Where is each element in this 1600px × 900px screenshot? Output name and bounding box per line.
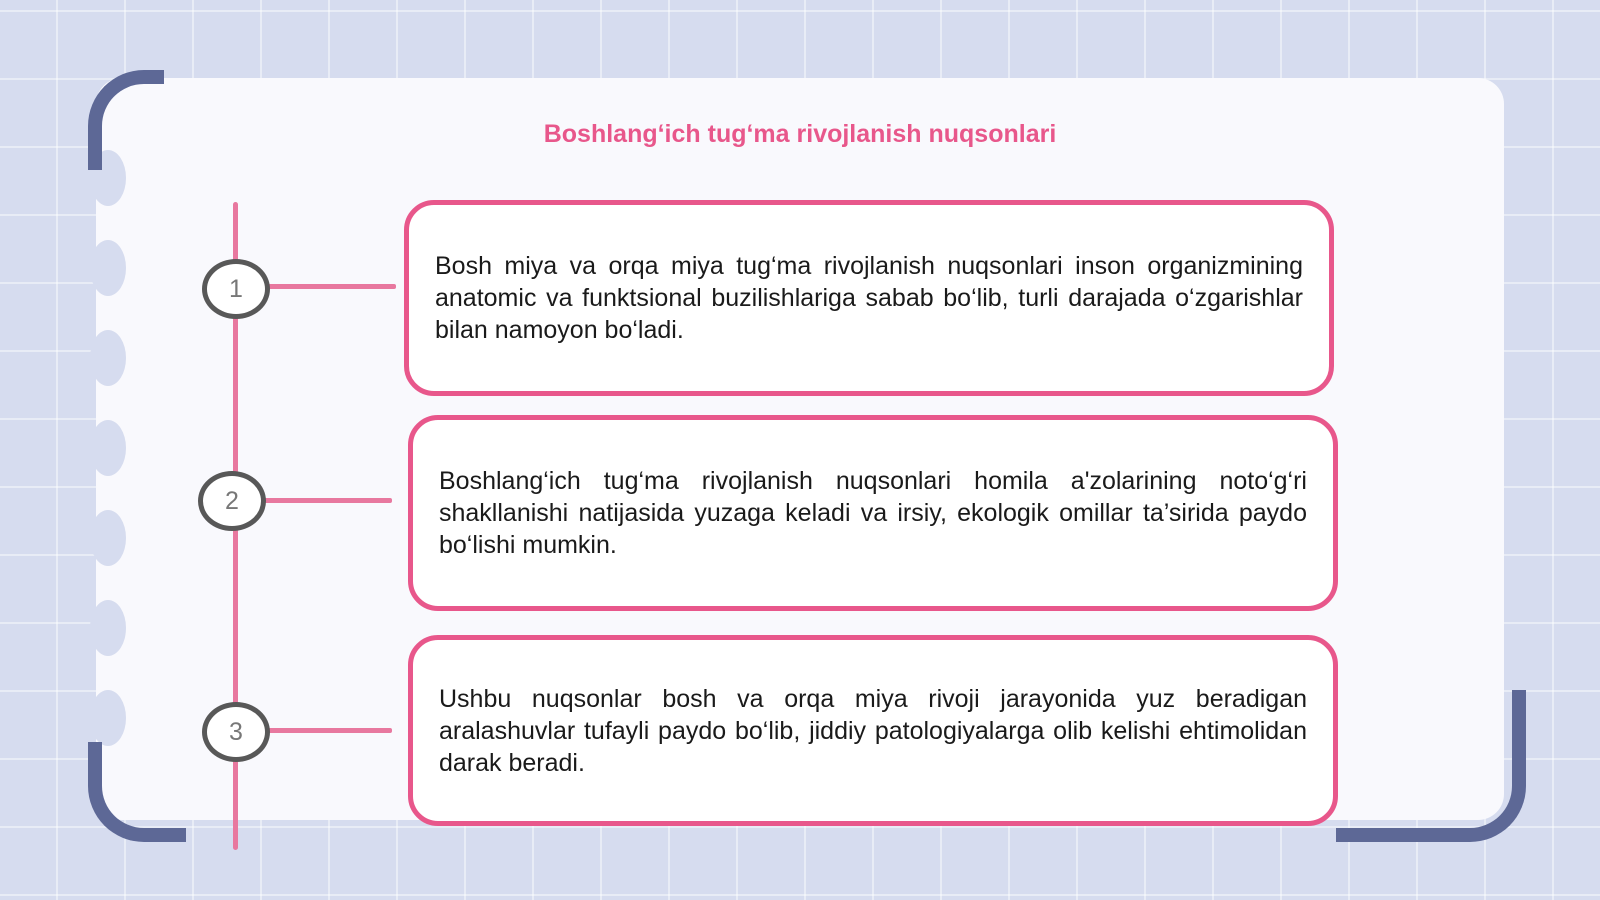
scallop-decoration: [90, 510, 126, 566]
timeline-item-text: Boshlang‘ich tug‘ma rivojlanish nuqsonlari homila a'zolarining noto‘g‘ri shakllanishi natijasida yuzaga keladi va irsiy, ekologik omillar ta’sirida paydo bo‘lishi mumkin.: [439, 467, 1307, 559]
scallop-decoration: [90, 600, 126, 656]
scallop-decoration: [90, 330, 126, 386]
timeline-item-box: [404, 200, 1334, 396]
timeline-item-box: [408, 415, 1338, 611]
corner-bracket-bottom-left: [88, 742, 186, 842]
timeline-step-number: 3: [202, 702, 270, 762]
timeline-connector: [268, 728, 392, 733]
slide-title: Boshlang‘ich tug‘ma rivojlanish nuqsonlari: [543, 120, 1057, 148]
timeline-item-box: [408, 635, 1338, 826]
timeline-step-number: 2: [198, 471, 266, 531]
scallop-decoration: [90, 690, 126, 746]
scallop-decoration: [90, 420, 126, 476]
corner-bracket-bottom-right: [1336, 690, 1526, 842]
scallop-decoration: [90, 240, 126, 296]
timeline-connector: [264, 498, 392, 503]
timeline-item-text: Bosh miya va orqa miya tug‘ma rivojlanish nuqsonlari inson organizmining anatomic va funktsional buzilishlariga sabab bo‘lib, turli darajada o‘zgarishlar bilan namoyon bo‘ladi.: [435, 252, 1303, 344]
timeline-connector: [268, 284, 396, 289]
timeline-step-number: 1: [202, 259, 270, 319]
timeline-item-text: Ushbu nuqsonlar bosh va orqa miya rivoji jarayonida yuz beradigan aralashuvlar tufayli paydo bo‘lib, jiddiy patologiyalarga olib kelishi ehtimolidan darak beradi.: [439, 684, 1307, 777]
